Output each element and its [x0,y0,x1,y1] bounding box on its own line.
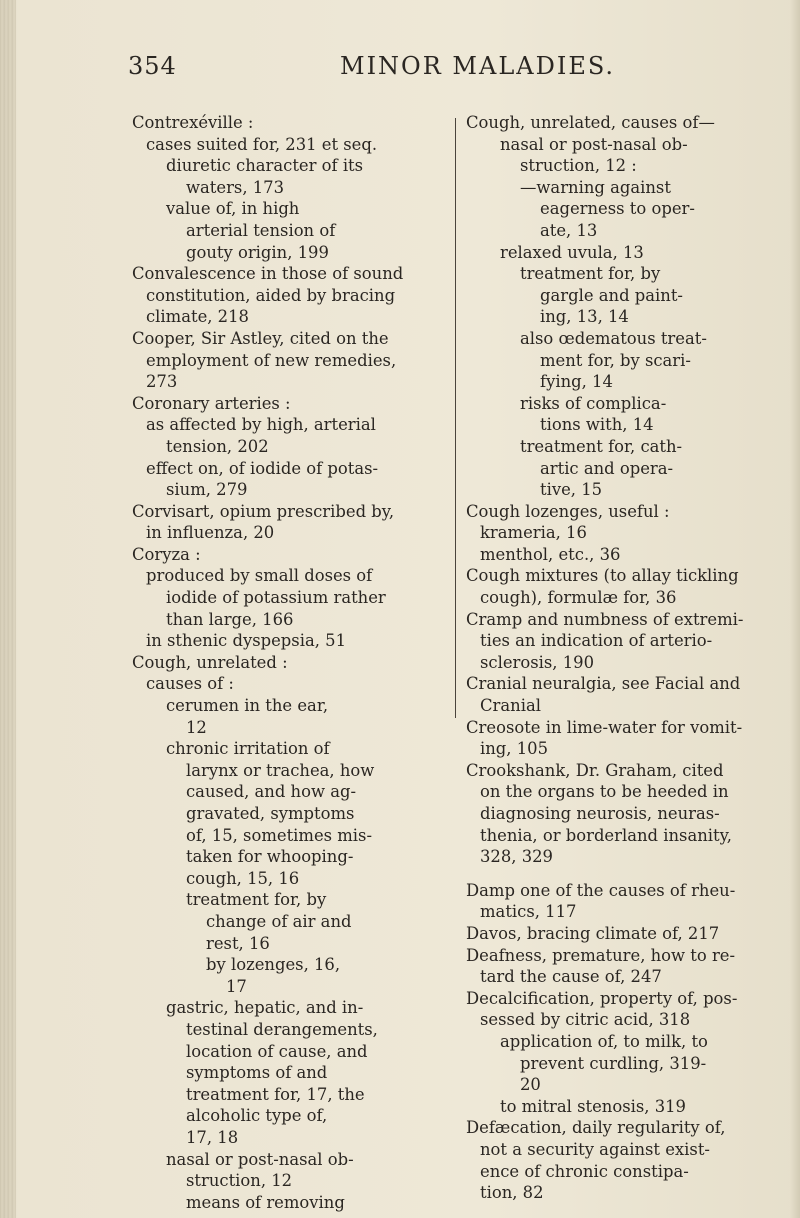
index-subentry: ing, 13, 14 [540,307,629,327]
index-column-right [466,112,782,1204]
index-entry: Deafness, premature, how to re- [466,945,736,965]
index-subentry: matics, 117 [480,902,577,922]
index-subentry: means of removing [186,1192,345,1212]
index-subentry: risks of complica- [520,393,667,413]
index-subentry: caused, and how ag- [186,782,357,802]
index-subentry: 17 [226,976,247,996]
index-subentry: treatment for, 17, the [186,1084,365,1104]
index-entry: Cough, unrelated : [132,652,288,672]
index-subentry: 273 [146,372,178,392]
column-divider [455,118,456,718]
index-subentry: ate, 13 [540,220,598,240]
index-entry: Crookshank, Dr. Graham, cited [466,760,724,780]
index-subentry: constitution, aided by bracing [146,285,396,305]
index-subentry: nasal or post-nasal ob- [500,134,688,154]
index-subentry: taken for whooping- [186,847,354,867]
index-subentry: ing, 105 [480,739,548,759]
index-entry: Cough, unrelated, causes of— [466,113,715,132]
index-entry: Cramp and numbness of extremi- [466,609,744,629]
index-subentry: 17, 18 [186,1127,239,1147]
index-entry: Damp one of the causes of rheu- [466,880,736,900]
index-subentry: chronic irritation of [166,739,330,759]
index-subentry: causes of : [146,674,234,694]
index-subentry: cough), formulæ for, 36 [480,588,677,608]
index-subentry: Cranial [480,696,541,716]
index-subentry: cases suited for, 231 et seq. [146,134,378,154]
index-entry: Defæcation, daily regularity of, [466,1118,726,1138]
index-subentry: than large, 166 [166,609,294,629]
index-column-left [132,112,444,1213]
index-subentry: gravated, symptoms [186,804,355,823]
index-subentry: treatment for, cath- [520,436,683,456]
index-subentry: iodide of potassium rather [166,588,386,608]
index-subentry: diagnosing neurosis, neuras- [480,804,720,823]
index-subentry: gastric, hepatic, and in- [166,998,364,1018]
index-subentry: struction, 12 : [520,156,637,176]
index-subentry: artic and opera- [540,458,674,478]
index-entry: Convalescence in those of sound [132,264,404,284]
index-subentry: application of, to milk, to [500,1031,708,1051]
index-subentry: tive, 15 [540,480,603,500]
index-subentry: cerumen in the ear, [166,696,329,716]
index-entry: Cranial neuralgia, see Facial and [466,674,741,694]
index-subentry: tension, 202 [166,436,269,456]
index-subentry: 328, 329 [480,847,553,867]
index-subentry: sclerosis, 190 [480,652,595,672]
index-entry: Contrexéville : [132,113,254,132]
index-subentry: on the organs to be heeded in [480,782,729,802]
running-title: MINOR MALADIES. [340,52,616,80]
index-subentry: gargle and paint- [540,285,683,305]
index-subentry: treatment for, by [520,264,661,284]
index-subentry: alcoholic type of, [186,1106,328,1126]
index-subentry: change of air and [206,911,352,931]
index-subentry: to mitral stenosis, 319 [500,1096,686,1116]
index-subentry: location of cause, and [186,1041,368,1061]
index-entry: Davos, bracing climate of, 217 [466,923,720,943]
index-subentry: 20 [520,1075,541,1095]
index-subentry: of, 15, sometimes mis- [186,825,372,845]
index-subentry: nasal or post-nasal ob- [166,1149,354,1169]
index-subentry: eagerness to oper- [540,199,695,219]
index-subentry: fying, 14 [540,372,613,392]
index-subentry: 12 [186,717,207,737]
index-subentry: testinal derangements, [186,1019,378,1039]
index-entry: Cough lozenges, useful : [466,501,670,521]
index-subentry: cough, 15, 16 [186,868,300,888]
index-subentry: thenia, or borderland insanity, [480,825,732,845]
index-subentry: produced by small doses of [146,566,373,586]
index-subentry: rest, 16 [206,933,270,953]
index-subentry: as affected by high, arterial [146,415,376,435]
index-subentry: employment of new remedies, [146,350,397,370]
index-entry: Coronary arteries : [132,393,291,413]
index-subentry: tions with, 14 [540,415,654,435]
index-subentry: krameria, 16 [480,523,587,543]
index-subentry: in influenza, 20 [146,523,275,543]
index-entry: Creosote in lime-water for vomit- [466,717,743,737]
page-binding-edge [0,0,16,1218]
index-entry: Decalcification, property of, pos- [466,988,738,1008]
index-subentry: gouty origin, 199 [186,242,329,262]
index-subentry: prevent curdling, 319- [520,1053,707,1073]
index-subentry: symptoms of and [186,1063,328,1083]
index-subentry: tion, 82 [480,1183,544,1203]
index-subentry: relaxed uvula, 13 [500,242,644,262]
index-entry: Coryza : [132,544,201,564]
index-subentry: sessed by citric acid, 318 [480,1010,691,1030]
index-subentry: —warning against [520,177,671,197]
index-subentry: value of, in high [166,199,300,219]
entry-spacer [466,868,782,880]
index-subentry: arterial tension of [186,220,336,240]
index-subentry: ties an indication of arterio- [480,631,713,651]
index-subentry: in sthenic dyspepsia, 51 [146,631,347,651]
page-header [0,52,800,92]
index-subentry: waters, 173 [186,177,285,197]
index-entry: Cooper, Sir Astley, cited on the [132,328,389,348]
index-subentry: struction, 12 [186,1171,293,1191]
index-entry: Corvisart, opium prescribed by, [132,501,395,521]
page-right-edge [790,0,800,1218]
index-subentry: not a security against exist- [480,1139,710,1159]
index-subentry: larynx or trachea, how [186,760,375,780]
index-subentry: sium, 279 [166,480,248,500]
page-number: 354 [128,52,177,80]
index-subentry: by lozenges, 16, [206,955,341,975]
index-subentry: tard the cause of, 247 [480,967,662,987]
index-subentry: diuretic character of its [166,156,364,176]
index-subentry: menthol, etc., 36 [480,544,621,564]
index-subentry: climate, 218 [146,307,249,327]
index-subentry: also œdematous treat- [520,328,707,348]
index-subentry: treatment for, by [186,890,327,910]
index-subentry: effect on, of iodide of potas- [146,458,379,478]
index-subentry: ment for, by scari- [540,350,691,370]
index-subentry: ence of chronic constipa- [480,1161,689,1181]
index-entry: Cough mixtures (to allay tickling [466,566,739,586]
